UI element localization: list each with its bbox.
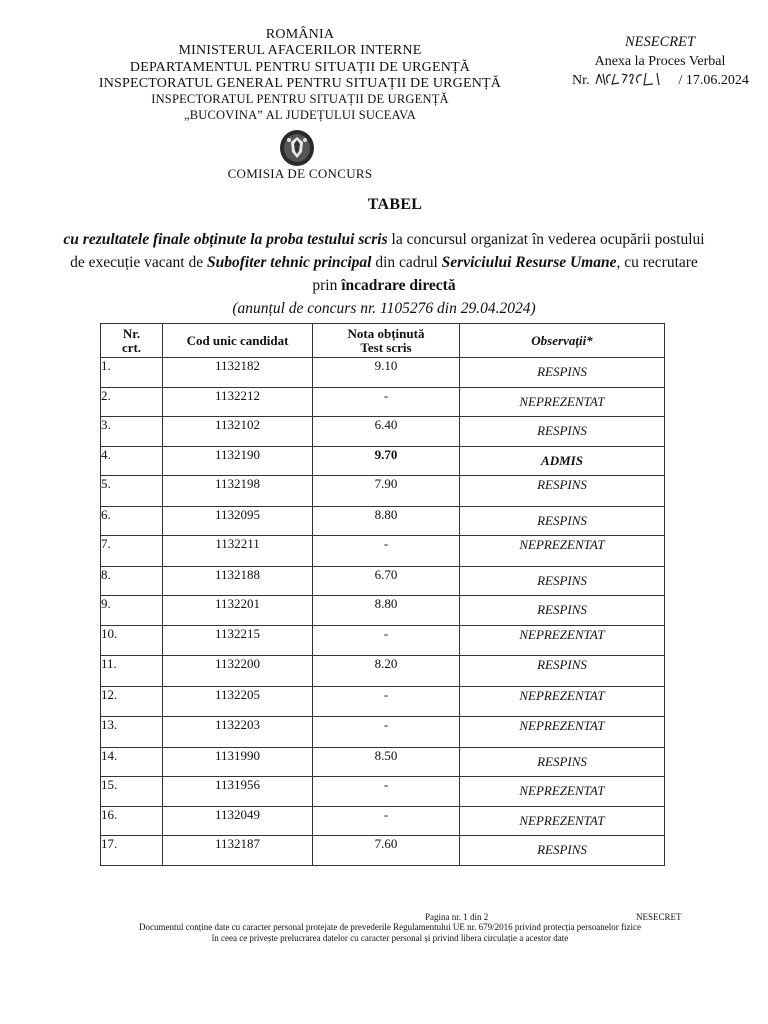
table-row — [101, 417, 665, 447]
col-header-nr — [101, 324, 163, 358]
cell-nota: - — [313, 686, 460, 717]
table-row — [101, 717, 665, 748]
table-row — [101, 656, 665, 687]
cell-obs: NEPREZENTAT — [460, 806, 665, 836]
cell-cod: 1132095 — [163, 506, 313, 536]
document-number — [560, 71, 760, 90]
col-header-nota-line1: Nota obținută — [347, 325, 425, 341]
cell-nota: - — [313, 806, 460, 836]
cell-nota: 6.40 — [313, 417, 460, 447]
cell-cod: 1132215 — [163, 625, 313, 656]
cell-nota: 8.50 — [313, 747, 460, 777]
cell-obs: RESPINS — [460, 656, 665, 687]
table-row — [101, 446, 665, 476]
cell-nr: 15. — [101, 777, 163, 807]
cell-nota: 9.70 — [313, 446, 460, 476]
table-row — [101, 806, 665, 836]
cell-nr: 16. — [101, 806, 163, 836]
cell-nr: 6. — [101, 506, 163, 536]
col-header-nota-line2: Test scris — [360, 339, 412, 355]
cell-nr: 4. — [101, 446, 163, 476]
cell-cod: 1132203 — [163, 717, 313, 748]
classification-label: NESECRET — [624, 34, 696, 50]
footer-classification: NESECRET — [636, 912, 682, 922]
cell-cod: 1132201 — [163, 596, 313, 626]
cell-nota: 9.10 — [313, 358, 460, 388]
igsu-emblem-icon — [276, 128, 318, 168]
header-country: ROMÂNIA — [265, 27, 335, 42]
service-name: Serviciului Resurse Umane — [441, 254, 617, 271]
cell-obs: RESPINS — [460, 566, 665, 596]
cell-nota: - — [313, 777, 460, 807]
header-ministry: MINISTERUL AFACERILOR INTERNE — [178, 43, 422, 58]
description-text-1: la concursul organizat în vederea ocupării postului de execuție vacant de — [70, 231, 705, 271]
cell-cod: 1132190 — [163, 446, 313, 476]
table-row — [101, 387, 665, 417]
cell-nr: 3. — [101, 417, 163, 447]
table-row — [101, 625, 665, 656]
table-row — [101, 686, 665, 717]
cell-obs: NEPREZENTAT — [460, 777, 665, 807]
cell-cod: 1132212 — [163, 387, 313, 417]
cell-obs: NEPREZENTAT — [460, 536, 665, 567]
cell-obs: RESPINS — [460, 747, 665, 777]
col-header-cod: Cod unic candidat — [163, 324, 313, 358]
cell-obs: RESPINS — [460, 506, 665, 536]
cell-obs: NEPREZENTAT — [460, 387, 665, 417]
cell-nr: 13. — [101, 717, 163, 748]
cell-cod: 1131990 — [163, 747, 313, 777]
cell-nr: 10. — [101, 625, 163, 656]
description-text-3: , cu recrutare prin — [312, 254, 698, 294]
commission-label: COMISIA DE CONCURS — [227, 166, 373, 181]
col-header-obs: Observații* — [460, 324, 665, 358]
cell-nr: 2. — [101, 387, 163, 417]
cell-nr: 1. — [101, 358, 163, 388]
cell-nota: - — [313, 536, 460, 567]
cell-cod: 1132211 — [163, 536, 313, 567]
table-row — [101, 836, 665, 866]
cell-nota: 7.90 — [313, 476, 460, 507]
table-row — [101, 596, 665, 626]
cell-nr: 5. — [101, 476, 163, 507]
footer-notice — [60, 922, 720, 944]
table-row — [101, 777, 665, 807]
document-date: / 17.06.2024 — [678, 73, 749, 88]
cell-cod: 1132205 — [163, 686, 313, 717]
cell-obs: RESPINS — [460, 358, 665, 388]
page-title: TABEL — [367, 196, 423, 213]
cell-obs: RESPINS — [460, 596, 665, 626]
cell-nr: 7. — [101, 536, 163, 567]
results-table — [100, 323, 665, 866]
cell-cod: 1132200 — [163, 656, 313, 687]
cell-obs: NEPREZENTAT — [460, 686, 665, 717]
table-row — [101, 358, 665, 388]
description-text-2: din cadrul — [371, 254, 442, 271]
recruitment-type: încadrare directă — [341, 277, 456, 294]
cell-cod: 1132049 — [163, 806, 313, 836]
header-general-inspectorate: INSPECTORATUL GENERAL PENTRU SITUAȚII DE URGENȚĂ — [98, 76, 502, 91]
cell-nota: 8.20 — [313, 656, 460, 687]
header-county: „BUCOVINA” AL JUDEȚULUI SUCEAVA — [183, 108, 416, 122]
col-header-nr-line1: Nr. — [122, 325, 141, 341]
cell-nr: 14. — [101, 747, 163, 777]
col-header-nota — [313, 324, 460, 358]
cell-cod: 1132102 — [163, 417, 313, 447]
table-header-row — [101, 324, 665, 358]
cell-nr: 8. — [101, 566, 163, 596]
table-row — [101, 747, 665, 777]
description — [60, 228, 708, 320]
cell-cod: 1131956 — [163, 777, 313, 807]
header-department: DEPARTAMENTUL PENTRU SITUAȚII DE URGENȚĂ — [129, 60, 471, 75]
cell-nota: - — [313, 387, 460, 417]
cell-cod: 1132182 — [163, 358, 313, 388]
cell-nr: 12. — [101, 686, 163, 717]
cell-obs: NEPREZENTAT — [460, 625, 665, 656]
cell-nota: 8.80 — [313, 506, 460, 536]
cell-nr: 9. — [101, 596, 163, 626]
cell-cod: 1132198 — [163, 476, 313, 507]
table-body — [101, 358, 665, 866]
table-row — [101, 566, 665, 596]
cell-obs: ADMIS — [460, 446, 665, 476]
cell-obs: RESPINS — [460, 836, 665, 866]
table-row — [101, 506, 665, 536]
cell-nota: 8.80 — [313, 596, 460, 626]
table-row — [101, 476, 665, 507]
table-row — [101, 536, 665, 567]
cell-nota: - — [313, 717, 460, 748]
document-number-prefix: Nr. — [572, 73, 590, 88]
header-right-block — [560, 33, 760, 90]
announcement: (anunțul de concurs nr. 1105276 din 29.04.2024) — [232, 300, 536, 317]
footer-notice-line2: în ceea ce privește prelucrarea datelor cu caracter personal și privind libera circulație a acestor date — [211, 933, 569, 943]
footer-notice-line1: Documentul conține date cu caracter personal protejate de prevederile Regulamentului UE nr. 679/2016 privind protecția persoanelor fizice — [138, 922, 642, 932]
cell-obs: RESPINS — [460, 476, 665, 507]
cell-nota: 7.60 — [313, 836, 460, 866]
cell-cod: 1132187 — [163, 836, 313, 866]
cell-cod: 1132188 — [163, 566, 313, 596]
cell-nr: 17. — [101, 836, 163, 866]
page-number: Pagina nr. 1 din 2 — [425, 912, 489, 922]
cell-obs: RESPINS — [460, 417, 665, 447]
cell-nota: 6.70 — [313, 566, 460, 596]
position-name: Subofiter tehnic principal — [207, 254, 372, 271]
annex-label: Anexa la Proces Verbal — [594, 54, 726, 69]
header-inspectorate: INSPECTORATUL PENTRU SITUAȚII DE URGENȚĂ — [151, 92, 449, 106]
cell-nr: 11. — [101, 656, 163, 687]
cell-obs: NEPREZENTAT — [460, 717, 665, 748]
handwritten-number — [593, 71, 675, 87]
col-header-nr-line2: crt. — [121, 339, 142, 355]
cell-nota: - — [313, 625, 460, 656]
description-emphasis: cu rezultatele finale obținute la proba testului scris — [63, 231, 388, 248]
